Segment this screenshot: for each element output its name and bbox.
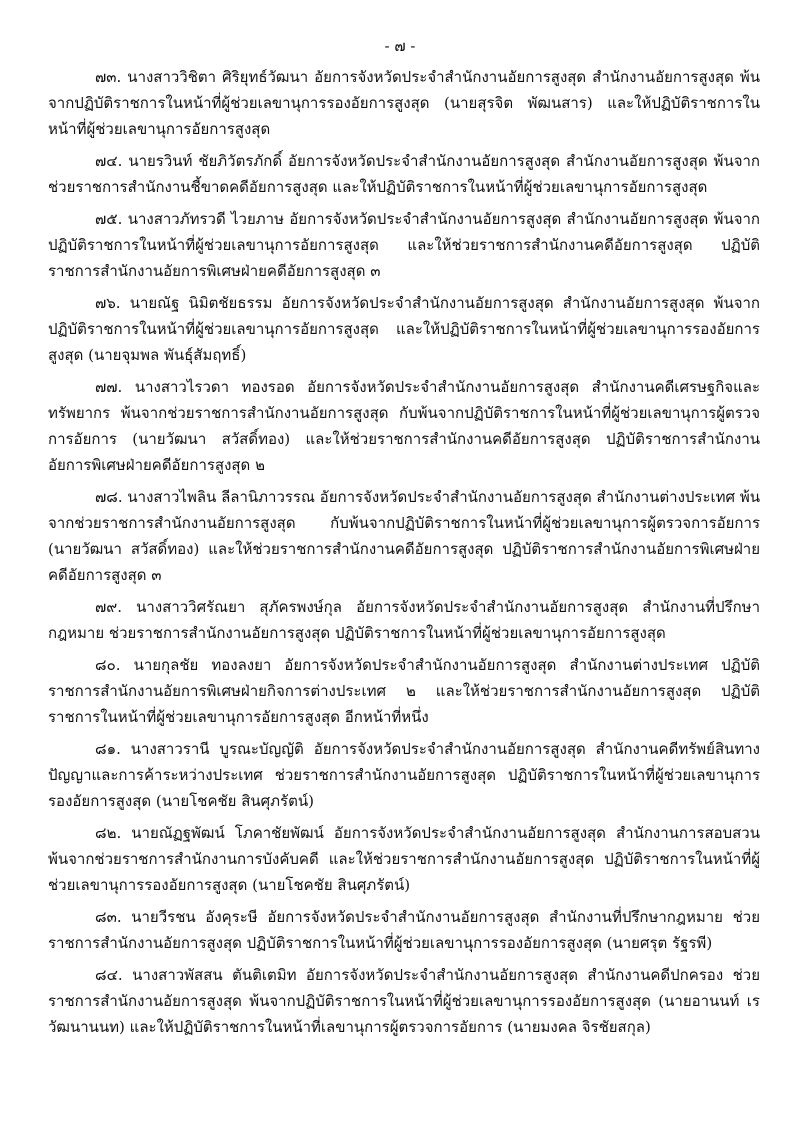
order-item-76: ๗๖. นายณัฐ นิมิตชัยธรรม อัยการจังหวัดประจำสำนักงานอัยการสูงสุด สำนักงานอัยการสูงสุด พ้นจากปฏิบัติราชการในหน้าที่ผู้ช่วยเลขานุการอัยการสูงสุด และให้ปฏิบัติราชการในหน้าที่ผู้ช่วยเลขานุการรองอัยการสูงสุด (นายจุมพล พันธุ์สัมฤทธิ์) <box>48 294 760 364</box>
order-item-77: ๗๗. นางสาวไรวดา ทองรอด อัยการจังหวัดประจำสำนักงานอัยการสูงสุด สำนักงานคดีเศรษฐกิจและทรัพยากร พ้นจากช่วยราชการสำนักงานอัยการสูงสุด กับพ้นจากปฏิบัติราชการในหน้าที่ผู้ช่วยเลขานุการผู้ตรวจการอัยการ (นายวัฒนา สวัสดิ์ทอง) และให้ช่วยราชการสำนักงานคดีอัยการสูงสุด ปฏิบัติราชการสำนักงานอัยการพิเศษฝ่ายคดีอัยการสูงสุด ๒ <box>48 378 760 474</box>
order-item-80: ๘๐. นายกุลชัย ทองลงยา อัยการจังหวัดประจำสำนักงานอัยการสูงสุด สำนักงานต่างประเทศ ปฏิบัติราชการสำนักงานอัยการพิเศษฝ่ายกิจการต่างประเทศ ๒ และให้ช่วยราชการสำนักงานอัยการสูงสุด ปฏิบัติราชการในหน้าที่ผู้ช่วยเลขานุการอัยการสูงสุด อีกหน้าที่หนึ่ง <box>48 656 760 726</box>
order-item-82: ๘๒. นายณัฏฐพัฒน์ โภคาชัยพัฒน์ อัยการจังหวัดประจำสำนักงานอัยการสูงสุด สำนักงานการสอบสวน พ้นจากช่วยราชการสำนักงานการบังคับคดี และให้ช่วยราชการสำนักงานอัยการสูงสุด ปฏิบัติราชการในหน้าที่ผู้ช่วยเลขานุการรองอัยการสูงสุด (นายโชคชัย สินศุภรัตน์) <box>48 824 760 894</box>
order-item-79: ๗๙. นางสาววิศรัณยา สุภัครพงษ์กุล อัยการจังหวัดประจำสำนักงานอัยการสูงสุด สำนักงานที่ปรึกษากฎหมาย ช่วยราชการสำนักงานอัยการสูงสุด ปฏิบัติราชการในหน้าที่ผู้ช่วยเลขานุการอัยการสูงสุด <box>48 598 760 642</box>
document-body <box>48 64 760 1046</box>
order-item-75: ๗๕. นางสาวภัทรวดี ไวยภาษ อัยการจังหวัดประจำสำนักงานอัยการสูงสุด สำนักงานอัยการสูงสุด พ้นจากปฏิบัติราชการในหน้าที่ผู้ช่วยเลขานุการอัยการสูงสุด และให้ช่วยราชการสำนักงานคดีอัยการสูงสุด ปฏิบัติราชการสำนักงานอัยการพิเศษฝ่ายคดีอัยการสูงสุด ๓ <box>48 210 760 280</box>
order-item-84: ๘๔. นางสาวพัสสน ตันติเตมิท อัยการจังหวัดประจำสำนักงานอัยการสูงสุด สำนักงานคดีปกครอง ช่วยราชการสำนักงานอัยการสูงสุด พ้นจากปฏิบัติราชการในหน้าที่ผู้ช่วยเลขานุการรองอัยการสูงสุด (นายอานนท์ เรวัฒนานนท) และให้ปฏิบัติราชการในหน้าที่เลขานุการผู้ตรวจการอัยการ (นายมงคล จิรชัยสกุล) <box>48 966 760 1036</box>
page-number: - ๗ - <box>384 37 416 55</box>
order-item-74: ๗๔. นายรวินท์ ชัยภิวัตรภักดิ์ อัยการจังหวัดประจำสำนักงานอัยการสูงสุด สำนักงานอัยการสูงสุด พ้นจากช่วยราชการสำนักงานชี้ขาดคดีอัยการสูงสุด และให้ปฏิบัติราชการในหน้าที่ผู้ช่วยเลขานุการอัยการสูงสุด <box>48 152 760 196</box>
order-item-78: ๗๘. นางสาวไพลิน ลีลานิภาวรรณ อัยการจังหวัดประจำสำนักงานอัยการสูงสุด สำนักงานต่างประเทศ พ้นจากช่วยราชการสำนักงานอัยการสูงสุด กับพ้นจากปฏิบัติราชการในหน้าที่ผู้ช่วยเลขานุการผู้ตรวจการอัยการ (นายวัฒนา สวัสดิ์ทอง) และให้ช่วยราชการสำนักงานคดีอัยการสูงสุด ปฏิบัติราชการสำนักงานอัยการพิเศษฝ่ายคดีอัยการสูงสุด ๓ <box>48 488 760 584</box>
order-item-81: ๘๑. นางสาวรานี บูรณะบัญญัติ อัยการจังหวัดประจำสำนักงานอัยการสูงสุด สำนักงานคดีทรัพย์สินทางปัญญาและการค้าระหว่างประเทศ ช่วยราชการสำนักงานอัยการสูงสุด ปฏิบัติราชการในหน้าที่ผู้ช่วยเลขานุการรองอัยการสูงสุด (นายโชคชัย สินศุภรัตน์) <box>48 740 760 810</box>
order-item-83: ๘๓. นายวีรชน อังคุระษี อัยการจังหวัดประจำสำนักงานอัยการสูงสุด สำนักงานที่ปรึกษากฎหมาย ช่วยราชการสำนักงานอัยการสูงสุด ปฏิบัติราชการในหน้าที่ผู้ช่วยเลขานุการรองอัยการสูงสุด (นายศรุต รัฐรพี) <box>48 908 760 952</box>
order-item-73: ๗๓. นางสาววิชิตา ศิริยุทธ์วัฒนา อัยการจังหวัดประจำสำนักงานอัยการสูงสุด สำนักงานอัยการสูงสุด พ้นจากปฏิบัติราชการในหน้าที่ผู้ช่วยเลขานุการรองอัยการสูงสุด (นายสุรจิต พัฒนสาร) และให้ปฏิบัติราชการในหน้าที่ผู้ช่วยเลขานุการอัยการสูงสุด <box>48 68 760 138</box>
